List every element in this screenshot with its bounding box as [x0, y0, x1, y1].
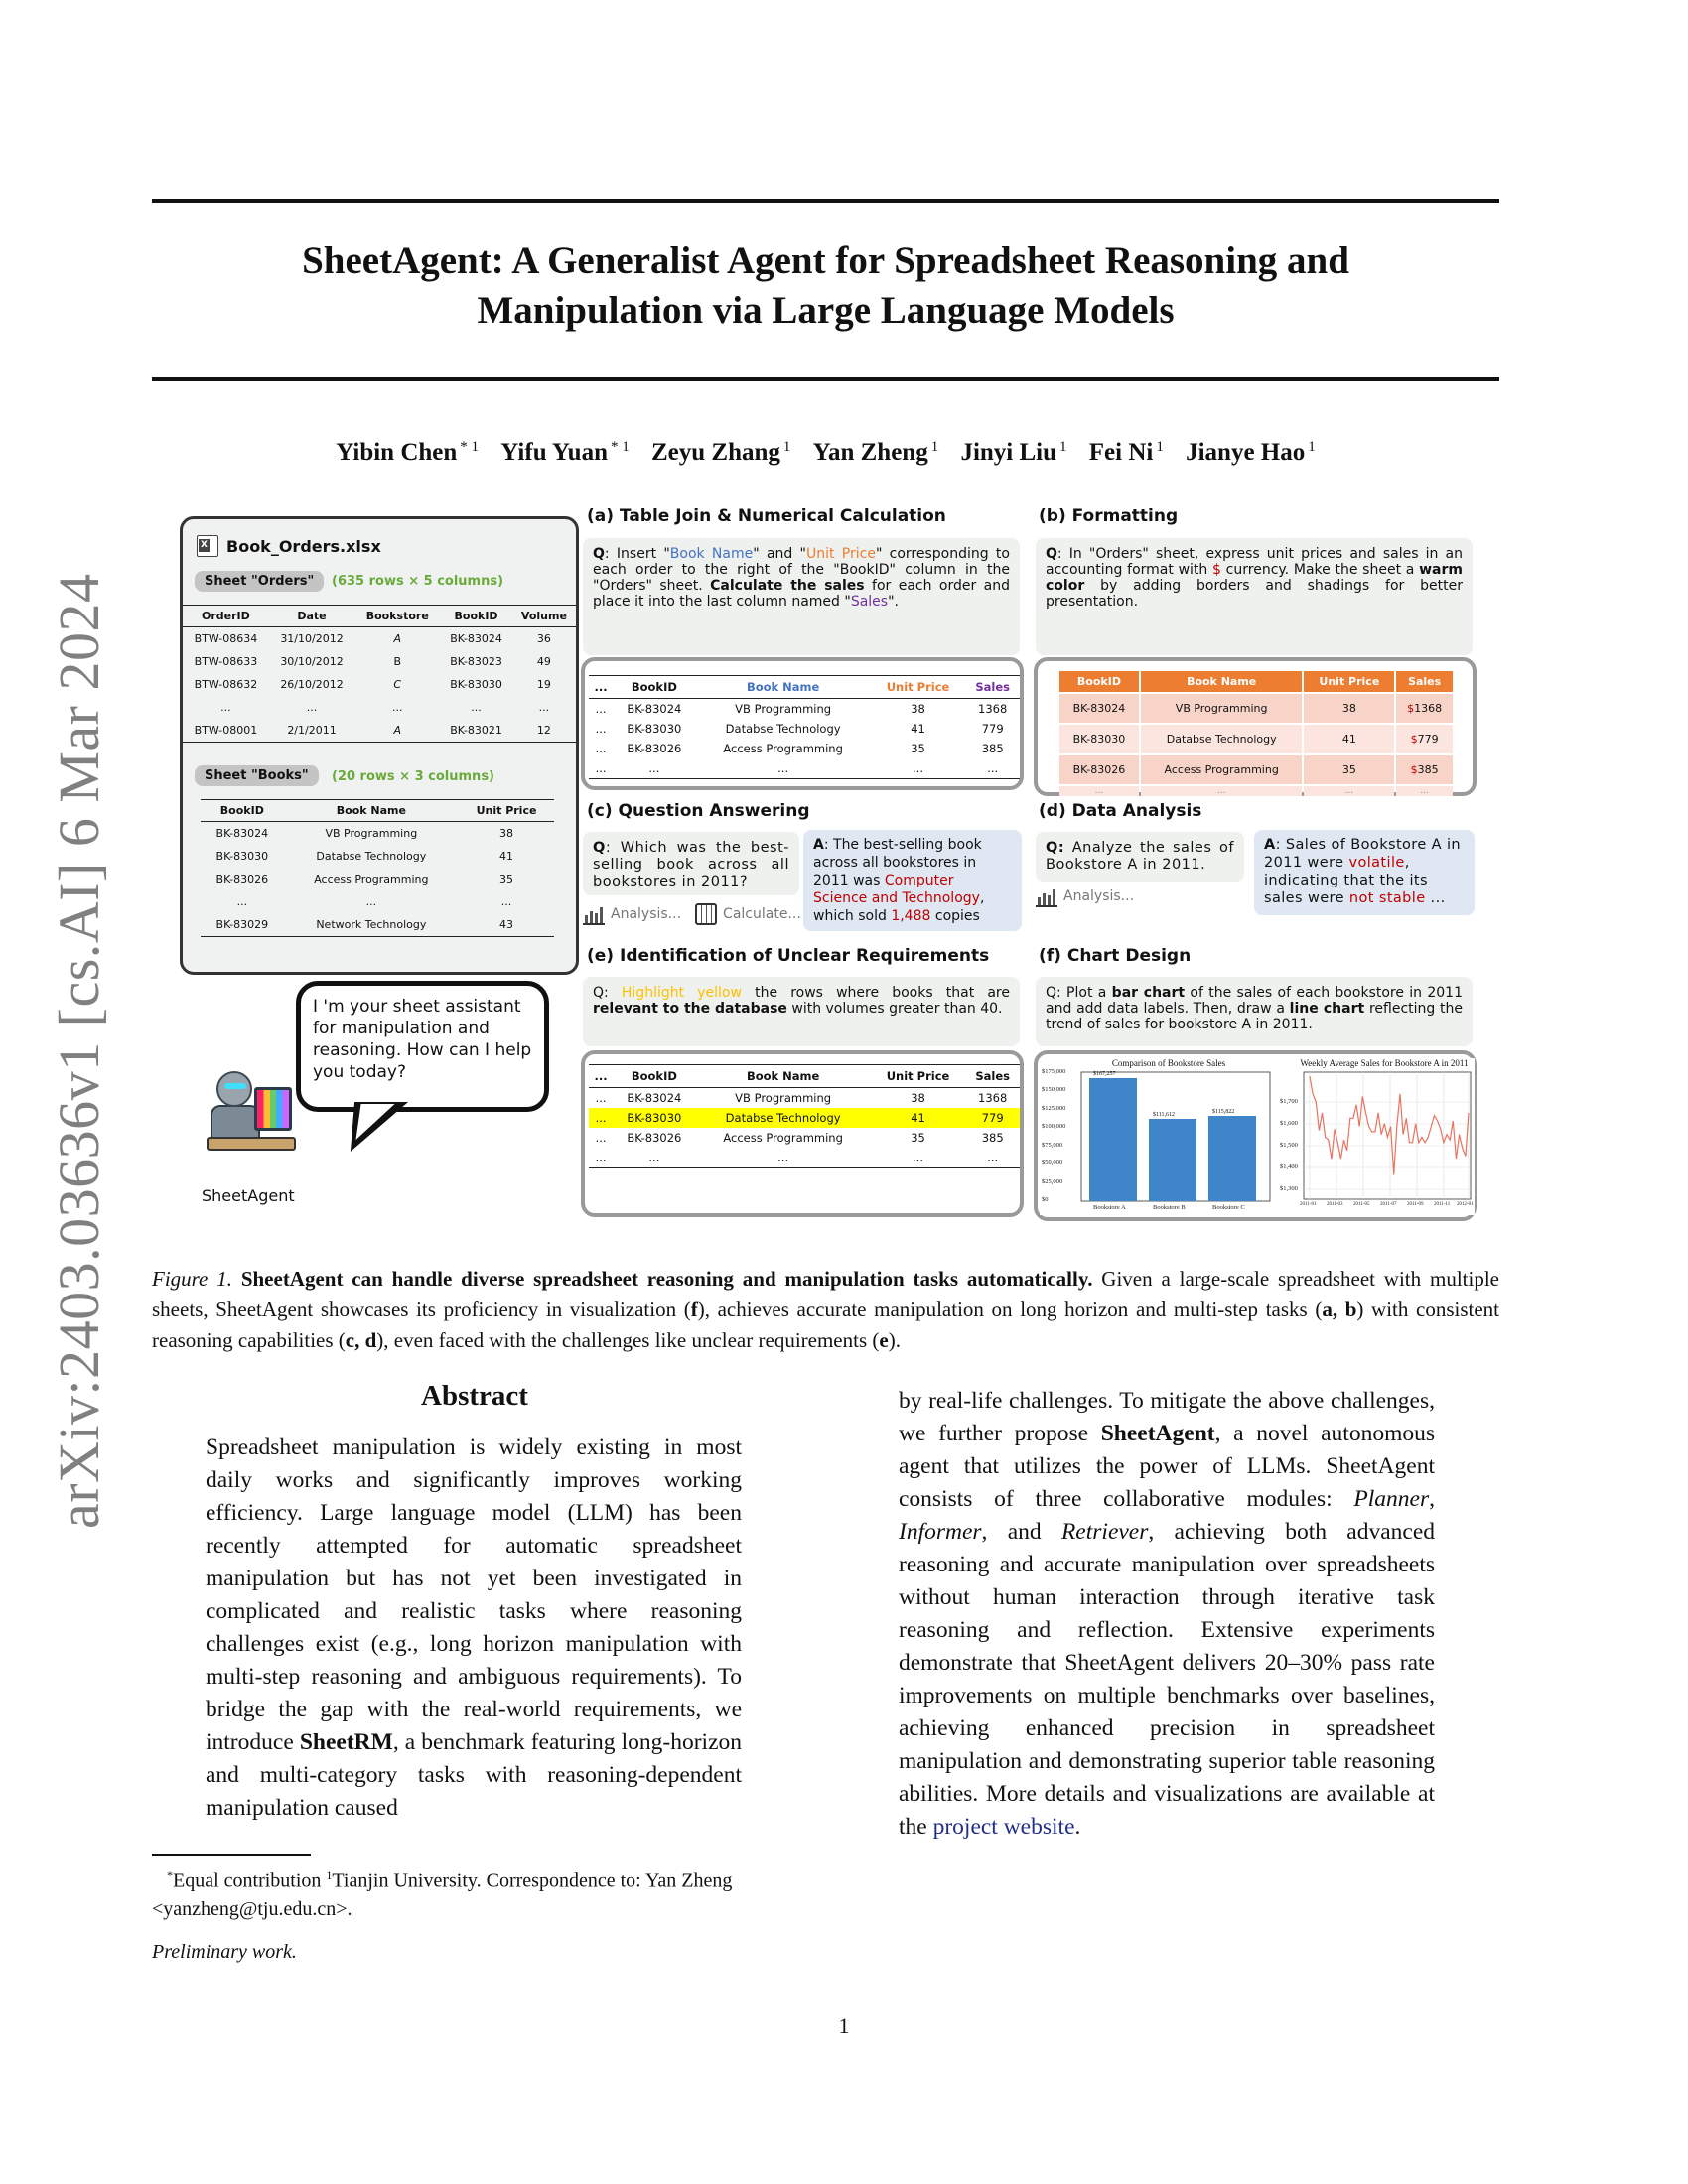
bar-chart: Comparison of Bookstore Sales $0 $25,000 $50,000 $75,000 $100,000 $125,000 $150,000 $175,000 $167,257 $111,612 $115,822 Bookstore A Bookstore B Bookstore C	[1040, 1058, 1278, 1215]
table-row: ... ... ... ...	[1059, 786, 1453, 796]
table-row: ... BK-83024 VB Programming 38 1368	[595, 1091, 1008, 1105]
section-b-title: (b) Formatting	[1039, 506, 1179, 526]
sheet-tab-books[interactable]: Sheet "Books"	[195, 765, 319, 786]
orders-sheet-size: (635 rows × 5 columns)	[332, 574, 504, 589]
section-e-result	[581, 1050, 1024, 1217]
table-row: BK-83030 Databse Technology 41	[215, 850, 514, 863]
bar-bookstore-b	[1149, 1119, 1196, 1201]
section-d-tools	[1036, 886, 1134, 907]
table-row: ... ... ... ... ...	[220, 701, 550, 714]
line-chart: Weekly Average Sales for Bookstore A in 2011 $1,300 $1,400 $1,500 $1,600 $1,700 2011-01 2011-03 2011-05 2011-07 2011-09 2011-11 2012-01	[1280, 1058, 1475, 1215]
highlighted-row: ... BK-83030 Databse Technology 41 779	[589, 1108, 1020, 1128]
section-b-question: Q: In "Orders" sheet, express unit prices and sales in an accounting format with $ currency. Make the sheet a warm color by adding borders and shadings for better presentation.	[1036, 538, 1473, 655]
page-number: 1	[838, 2013, 850, 2038]
arxiv-stamp: arXiv:2403.03636v1 [cs.AI] 6 Mar 2024	[47, 573, 111, 1529]
column-header: OrderID	[202, 610, 250, 622]
author: Zeyu Zhang $^1$	[651, 439, 791, 467]
table-row: BTW-08634 31/10/2012 A BK-83024 36	[194, 632, 551, 645]
column-header: Unit Price	[476, 804, 537, 817]
abstract-column-right: by real-life challenges. To mitigate the above challenges, we further propose SheetAgent, a novel autonomous agent that utilizes the power of LLMs. SheetAgent consists of three collaborative modules: Planner, Informer, and Retriever, achieving both advanced reasoning and accurate manipulation over spreadsheets without human interaction through iterative task reasoning and reflection. Extensive experiments demonstrate that SheetAgent delivers 20–30% pass rate improvements on multiple benchmarks over baselines, achieving enhanced precision in spreadsheet manipulation and demonstrating superior table reasoning abilities. More details and visualizations are available at the project website.	[899, 1388, 1435, 1840]
joined-table: ... BookID Book Name Unit Price Sales ... BK-83024 VB Programming 38 1368 ... BK-83030 Databse Technology 41 779 ... BK-83026 Access Programming 35 385 ... ... ... ... ...	[589, 675, 1020, 779]
table-row: ... ... ... ... ...	[595, 1151, 999, 1164]
column-header: BookID	[219, 804, 264, 817]
line-chart-plot	[1280, 1058, 1475, 1215]
bar-bookstore-c	[1208, 1116, 1256, 1201]
analysis-chart-icon	[1036, 886, 1057, 907]
project-website-link[interactable]: project website	[932, 1814, 1075, 1840]
table-row: ... ... ... ... ...	[595, 761, 999, 775]
section-d-answer: A: Sales of Bookstore A in 2011 were volatile, indicating that the its sales were not stable ...	[1254, 830, 1475, 915]
title-line-2: Manipulation via Large Language Models	[477, 289, 1175, 332]
footnote-rule	[152, 1854, 311, 1856]
table-row: ... ... ...	[236, 895, 512, 908]
column-header: BookID	[454, 610, 498, 622]
sheet-tab-orders[interactable]: Sheet "Orders"	[195, 571, 324, 592]
table-row: ... BK-83024 VB Programming 38 1368	[595, 702, 1008, 716]
section-f-title: (f) Chart Design	[1039, 946, 1192, 966]
table-row: BK-83026 Access Programming 35 $385	[1059, 755, 1453, 784]
calculator-icon	[695, 903, 717, 925]
column-header: Date	[297, 610, 327, 622]
section-a-title: (a) Table Join & Numerical Calculation	[587, 506, 946, 526]
table-row: BK-83024 VB Programming 38 $1368	[1059, 694, 1453, 723]
analysis-chart-icon	[583, 903, 605, 925]
title-rule-top	[152, 199, 1499, 203]
section-d-question: Q: Analyze the sales of Bookstore A in 2011.	[1036, 832, 1244, 882]
spreadsheet-file-panel	[180, 516, 579, 975]
column-header: Book Name	[336, 804, 406, 817]
section-d-title: (d) Data Analysis	[1039, 801, 1202, 821]
section-c-question: Q: Which was the best-selling book across all bookstores in 2011?	[583, 832, 799, 895]
analysis-step-label: Analysis...	[611, 906, 682, 922]
section-f-result	[1034, 1050, 1477, 1221]
table-row: BK-83030 Databse Technology 41 $779	[1059, 725, 1453, 753]
title-rule-bottom	[152, 377, 1499, 381]
section-c-tools	[583, 903, 801, 925]
table-row: ... BK-83026 Access Programming 35 385	[595, 742, 1004, 755]
section-c-answer: A: The best-selling book across all bookstores in 2011 was Computer Science and Technology, which sold 1,488 copies	[803, 830, 1022, 931]
highlighted-table: ... BookID Book Name Unit Price Sales ... BK-83024 VB Programming 38 1368 ... BK-83030 Databse Technology 41 779 ... BK-83026 Access Programming 35 385 ... ... ... ... ...	[589, 1064, 1020, 1168]
file-name: Book_Orders.xlsx	[226, 536, 381, 556]
table-row: BK-83024 VB Programming 38	[215, 827, 514, 840]
calculate-step-label: Calculate...	[723, 906, 801, 922]
author: Yibin Chen $^{* 1}$	[336, 439, 480, 467]
abstract-column-left: Spreadsheet manipulation is widely existing in most daily works and significantly improves working efficiency. Large language model (LLM) has been recently attempted for automatic spreadsheet manipulation but has not yet been investigated in complicated and realistic tasks where reasoning challenges exist (e.g., long horizon manipulation with multi-step reasoning and ambiguous requirements). To bridge the gap with the real-world requirements, we introduce SheetRM, a benchmark featuring long-horizon and multi-category tasks with reasoning-dependent manipulation caused	[206, 1434, 742, 1821]
table-row: BTW-08633 30/10/2012 B BK-83023 49	[194, 655, 551, 668]
table-row: BTW-08632 26/10/2012 C BK-83030 19	[194, 678, 551, 691]
section-e-question: Q: Highlight yellow the rows where books that are relevant to the database with volumes greater than 40.	[583, 977, 1020, 1046]
abstract-heading: Abstract	[421, 1380, 528, 1412]
bar-bookstore-a	[1089, 1078, 1137, 1201]
section-f-question: Q: Plot a bar chart of the sales of each bookstore in 2011 and add data labels. Then, draw a line chart reflecting the trend of sales for bookstore A in 2011.	[1036, 977, 1473, 1046]
table-row: ... BK-83030 Databse Technology 41 779	[595, 722, 1004, 736]
column-header: Volume	[520, 610, 567, 622]
section-b-result	[1034, 657, 1477, 796]
section-c-title: (c) Question Answering	[587, 801, 810, 821]
figure-1	[152, 506, 1499, 1241]
author: Yan Zheng $^1$	[812, 439, 939, 467]
section-e-title: (e) Identification of Unclear Requirements	[587, 946, 990, 966]
figure-caption: Figure 1. SheetAgent can handle diverse spreadsheet reasoning and manipulation tasks automatically. Given a large-scale spreadsheet with multiple sheets, SheetAgent showcases its proficiency in visualization (f), achieves accurate manipulation on long horizon and multi-step tasks (a, b) with consistent reasoning capabilities (c, d), even faced with the challenges like unclear requirements (e).	[152, 1267, 1499, 1352]
assistant-speech-bubble: I 'm your sheet assistant for manipulation and reasoning. How can I help you today?	[296, 981, 549, 1112]
spreadsheet-monitor-icon	[254, 1087, 292, 1131]
section-a-result	[581, 657, 1024, 790]
author: Fei Ni $^1$	[1088, 439, 1164, 467]
author: Jianye Hao $^1$	[1186, 439, 1316, 467]
formatted-table: BookID Book Name Unit Price Sales BK-83024 VB Programming 38 $1368 BK-83030 Databse Technology 41 $779 BK-83026 Access Programming 35 $385 ... ... ... ...	[1057, 669, 1455, 798]
file-title	[197, 535, 381, 557]
analysis-step-label: Analysis...	[1063, 888, 1135, 904]
orders-table	[183, 605, 576, 743]
books-table	[201, 799, 554, 937]
author: Jinyi Liu $^1$	[960, 439, 1067, 467]
preliminary-note: Preliminary work.	[152, 1941, 297, 1963]
author: Yifu Yuan $^{* 1}$	[500, 439, 630, 467]
section-a-question: Q: Insert "Book Name" and "Unit Price" corresponding to each order to the right of the "BookID" column in the "Orders" sheet. Calculate the sales for each order and place it into the last column named "Sales".	[583, 538, 1020, 655]
robot-agent-icon	[207, 1067, 296, 1157]
table-row: BK-83029 Network Technology 43	[215, 918, 514, 931]
excel-file-icon	[197, 535, 218, 557]
column-header: Bookstore	[365, 610, 429, 622]
table-row: ... BK-83026 Access Programming 35 385	[595, 1131, 1004, 1145]
table-row: BTW-08001 2/1/2011 A BK-83021 12	[194, 724, 551, 737]
title-line-1: SheetAgent: A Generalist Agent for Spreadsheet Reasoning and	[302, 239, 1349, 282]
paper-title	[152, 236, 1499, 336]
bar-chart-title: Comparison of Bookstore Sales	[1111, 1058, 1226, 1068]
books-sheet-size: (20 rows × 3 columns)	[332, 769, 494, 784]
author-list	[152, 439, 1499, 467]
table-row: BK-83026 Access Programming 35	[215, 873, 514, 886]
agent-label: SheetAgent	[202, 1186, 295, 1205]
line-chart-title: Weekly Average Sales for Bookstore A in 2011	[1300, 1058, 1469, 1068]
footnote: *Equal contribution $^1$Tianjin University. Correspondence to: Yan Zheng <yanzheng@tju.edu.cn>.	[152, 1868, 733, 1920]
